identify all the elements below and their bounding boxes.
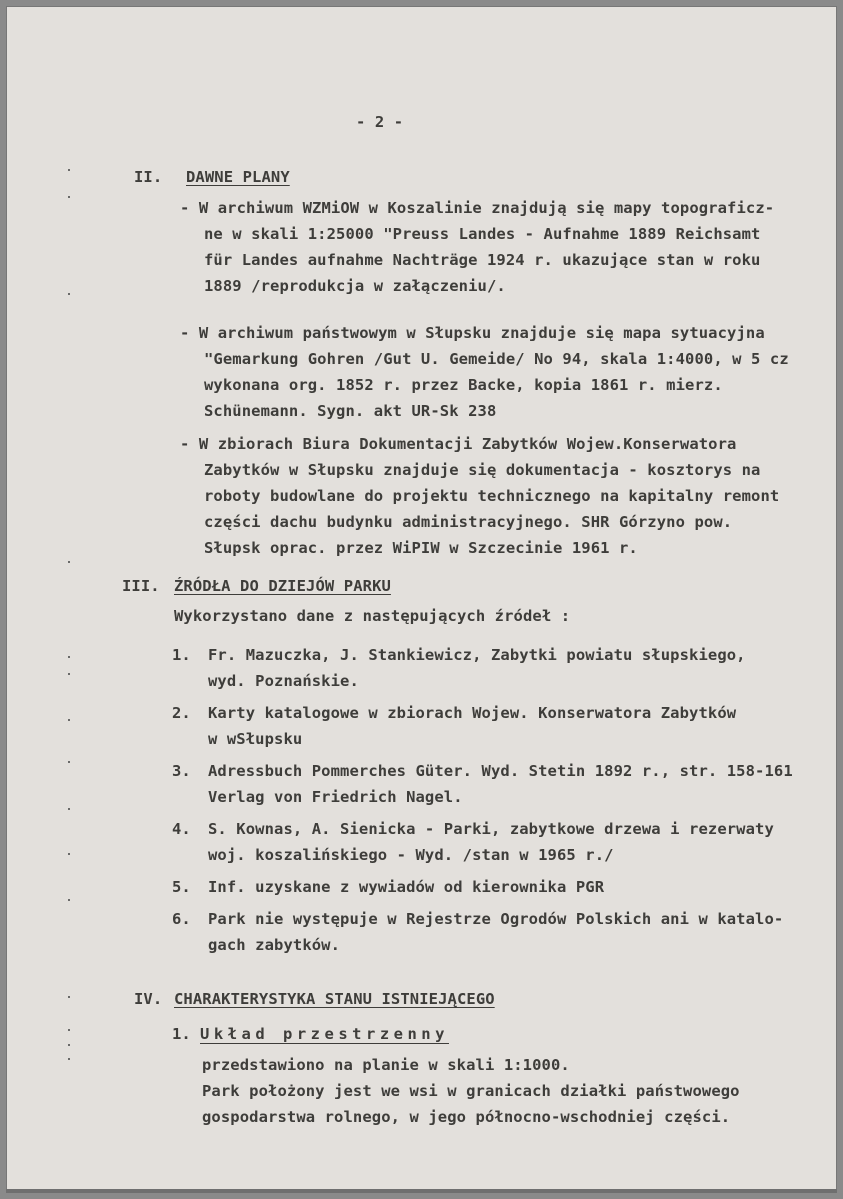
text-line: Schünemann. Sygn. akt UR-Sk 238	[204, 402, 497, 420]
text-line: w wSłupsku	[208, 730, 303, 748]
list-item-number: 6.	[172, 910, 191, 928]
list-item-number: 1.	[172, 646, 191, 664]
text-line: Fr. Mazuczka, J. Stankiewicz, Zabytki powiatu słupskiego,	[208, 646, 746, 664]
text-line: gospodarstwa rolnego, w jego północno-wschodniej części.	[202, 1108, 731, 1126]
list-item-number: 5.	[172, 878, 191, 896]
text-line: Inf. uzyskane z wywiadów od kierownika PGR	[208, 878, 605, 896]
section-4-heading: CHARAKTERYSTYKA STANU ISTNIEJĄCEGO	[174, 990, 495, 1008]
text-line: Karty katalogowe w zbiorach Wojew. Konserwatora Zabytków	[208, 704, 737, 722]
text-line: przedstawiono na planie w skali 1:1000.	[202, 1056, 570, 1074]
section-3-number: III.	[122, 577, 160, 595]
text-line: woj. koszalińskiego - Wyd. /stan w 1965 r./	[208, 846, 614, 864]
binding-holes	[6, 6, 86, 1193]
text-line: S. Kownas, A. Sienicka - Parki, zabytkowe drzewa i rezerwaty	[208, 820, 774, 838]
text-line: gach zabytków.	[208, 936, 341, 954]
text-line: Zabytków w Słupsku znajduje się dokumentacja - kosztorys na	[204, 461, 761, 479]
text-line: ne w skali 1:25000 "Preuss Landes - Aufnahme 1889 Reichsamt	[204, 225, 761, 243]
text-line: - W archiwum WZMiOW w Koszalinie znajdują się mapy topograficz-	[180, 199, 775, 217]
section-3-intro: Wykorzystano dane z następujących źródeł :	[174, 607, 571, 625]
text-line: Adressbuch Pommerches Güter. Wyd. Stetin 1892 r., str. 158-161	[208, 762, 793, 780]
text-line: - W archiwum państwowym w Słupsku znajduje się mapa sytuacyjna	[180, 324, 765, 342]
subsection-number: 1.	[172, 1025, 191, 1043]
list-item-number: 4.	[172, 820, 191, 838]
text-line: Verlag von Friedrich Nagel.	[208, 788, 463, 806]
section-3-heading: ŹRÓDŁA DO DZIEJÓW PARKU	[174, 577, 391, 595]
section-4-number: IV.	[134, 990, 163, 1008]
section-2-item-1	[180, 195, 774, 299]
text-line: für Landes aufnahme Nachträge 1924 r. ukazujące stan w roku	[204, 251, 761, 269]
text-line: Park nie występuje w Rejestrze Ogrodów Polskich ani w katalo-	[208, 910, 784, 928]
page-number: - 2 -	[356, 113, 404, 131]
section-2-item-2	[180, 320, 789, 424]
subsection-body	[202, 1052, 740, 1130]
section-2-heading: DAWNE PLANY	[186, 168, 290, 186]
text-line: roboty budowlane do projektu technicznego na kapitalny remont	[204, 487, 780, 505]
text-line: wyd. Poznańskie.	[208, 672, 359, 690]
page-bottom-edge	[6, 1189, 837, 1193]
text-line: - W zbiorach Biura Dokumentacji Zabytków Wojew.Konserwatora	[180, 435, 737, 453]
document-page	[6, 6, 837, 1193]
text-line: 1889 /reprodukcja w załączeniu/.	[204, 277, 506, 295]
text-line: Słupsk oprac. przez WiPIW w Szczecinie 1961 r.	[204, 539, 638, 557]
text-line: części dachu budynku administracyjnego. SHR Górzyno pow.	[204, 513, 733, 531]
section-2-number: II.	[134, 168, 163, 186]
text-line: Park położony jest we wsi w granicach działki państwowego	[202, 1082, 740, 1100]
list-item-number: 2.	[172, 704, 191, 722]
section-2-item-3	[180, 431, 779, 561]
text-line: wykonana org. 1852 r. przez Backe, kopia 1861 r. mierz.	[204, 376, 723, 394]
text-line: "Gemarkung Gohren /Gut U. Gemeide/ No 94, skala 1:4000, w 5 cz	[204, 350, 789, 368]
list-item-number: 3.	[172, 762, 191, 780]
subsection-title: Układ przestrzenny	[200, 1025, 449, 1043]
